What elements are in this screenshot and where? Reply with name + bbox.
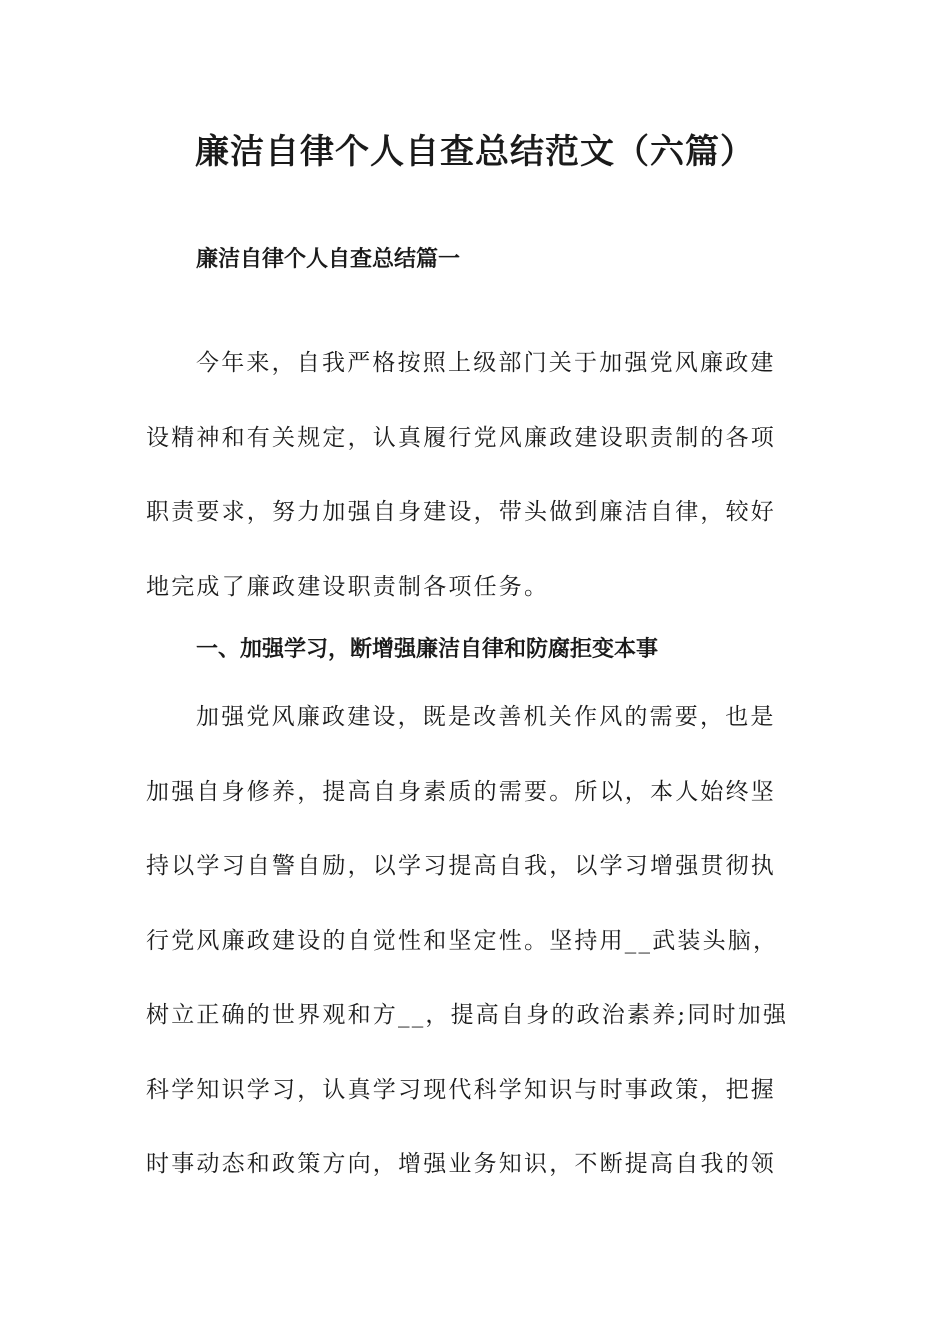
document-title: 廉洁自律个人自查总结范文（六篇）: [195, 132, 755, 172]
paragraph-study: [146, 680, 806, 1202]
section-heading: 廉洁自律个人自查总结篇一: [196, 247, 461, 272]
paragraph-line: 加强党风廉政建设，既是改善机关作风的需要，也是: [196, 704, 776, 730]
paragraph-line: 地完成了廉政建设职责制各项任务。: [146, 573, 550, 600]
paragraph-line: 行党风廉政建设的自觉性和坚定性。坚持用__武装头脑，: [146, 927, 779, 954]
paragraph-line: 设精神和有关规定，认真履行党风廉政建设职责制的各项: [146, 424, 776, 451]
paragraph-line: 职责要求，努力加强自身建设，带头做到廉洁自律，较好: [146, 499, 776, 525]
paragraph-line: 今年来，自我严格按照上级部门关于加强党风廉政建: [196, 350, 776, 376]
paragraph-line: 持以学习自警自励，以学习提高自我，以学习增强贯彻执: [146, 853, 776, 879]
subheading-study: 一、加强学习，断增强廉洁自律和防腐拒变本事: [196, 637, 659, 662]
paragraph-line: 加强自身修养，提高自身素质的需要。所以，本人始终坚: [146, 778, 776, 805]
paragraph-intro: [146, 326, 806, 624]
paragraph-line: 科学知识学习，认真学习现代科学知识与时事政策，把握: [146, 1076, 776, 1103]
paragraph-line: 树立正确的世界观和方__，提高自身的政治素养;同时加强: [146, 1002, 789, 1028]
paragraph-line: 时事动态和政策方向，增强业务知识，不断提高自我的领: [146, 1151, 776, 1177]
